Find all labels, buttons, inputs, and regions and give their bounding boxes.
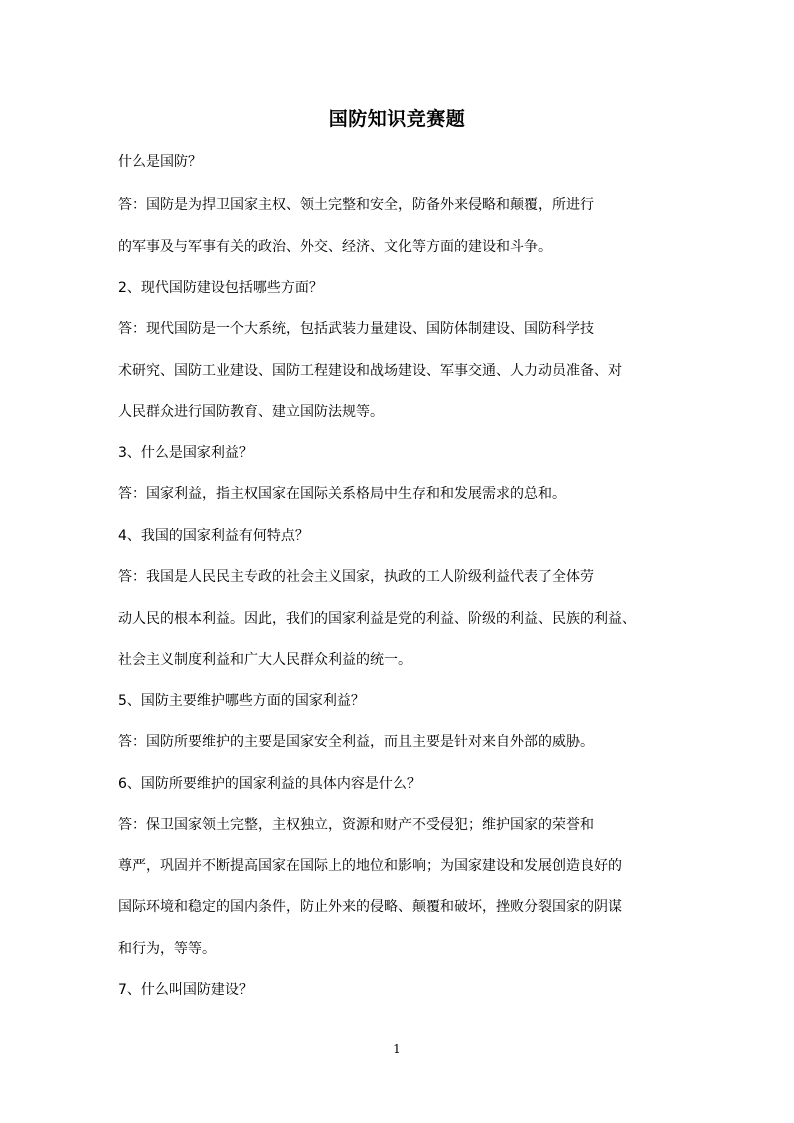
question-line: 5、国防主要维护哪些方面的国家利益？ — [118, 693, 365, 709]
answer-line: 答：我国是人民民主专政的社会主义国家，执政的工人阶级利益代表了全体劳 — [118, 569, 594, 585]
question-line: 7、什么叫国防建设？ — [118, 982, 253, 998]
answer-line: 答：国家利益，指主权国家在国际关系格局中生存和和发展需求的总和。 — [118, 486, 566, 502]
answer-line: 答：国防是为捍卫国家主权、领土完整和安全，防备外来侵略和颠覆，所进行 — [118, 197, 594, 213]
answer-line: 术研究、国防工业建设、国防工程建设和战场建设、军事交通、人力动员准备、对 — [118, 363, 622, 379]
answer-line: 和行为，等等。 — [118, 941, 216, 957]
answer-line: 动人民的根本利益。因此，我们的国家利益是党的利益、阶级的利益、民族的利益、 — [118, 611, 636, 627]
answer-line: 答：保卫国家领土完整，主权独立，资源和财产不受侵犯；维护国家的荣誉和 — [118, 817, 594, 833]
question-line: 2、现代国防建设包括哪些方面？ — [118, 280, 323, 296]
answer-line: 国际环境和稳定的国内条件，防止外来的侵略、颠覆和破坏，挫败分裂国家的阴谋 — [118, 899, 622, 915]
question-line: 3、什么是国家利益？ — [118, 445, 253, 461]
answer-line: 答：现代国防是一个大系统，包括武装力量建设、国防体制建设、国防科学技 — [118, 321, 594, 337]
page-number: 1 — [393, 1042, 401, 1056]
answer-line: 答：国防所要维护的主要是国家安全利益，而且主要是针对来自外部的威胁。 — [118, 734, 594, 750]
question-line: 6、国防所要维护的国家利益的具体内容是什么？ — [118, 776, 421, 792]
answer-line: 尊严，巩固并不断提高国家在国际上的地位和影响；为国家建设和发展创造良好的 — [118, 858, 622, 874]
answer-line: 的军事及与军事有关的政治、外交、经济、文化等方面的建设和斗争。 — [118, 239, 552, 255]
question-line: 什么是国防？ — [118, 154, 202, 170]
answer-line: 人民群众进行国防教育、建立国防法规等。 — [118, 404, 384, 420]
answer-line: 社会主义制度利益和广大人民群众利益的统一。 — [118, 652, 412, 668]
document-title: 国防知识竞赛题 — [328, 108, 466, 130]
question-line: 4、我国的国家利益有何特点？ — [118, 528, 309, 544]
